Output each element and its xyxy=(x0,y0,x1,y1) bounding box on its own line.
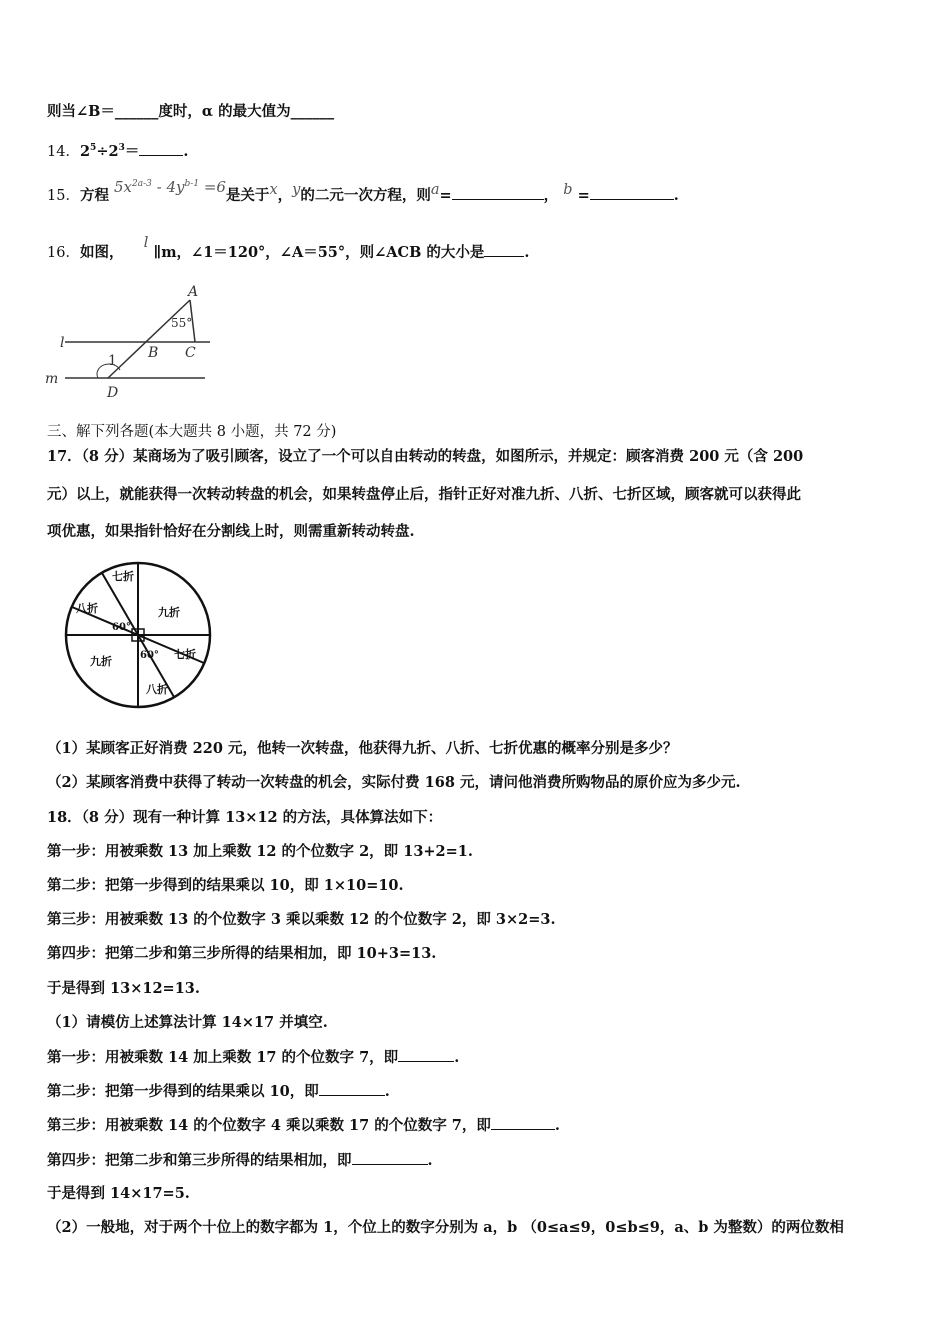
q18-blank-4[interactable] xyxy=(352,1150,428,1165)
q17-sub-1: （1）某顾客正好消费 220 元，他转一次转盘，他获得九折、八折、七折优惠的概率分别是多少？ xyxy=(47,740,678,757)
q18-fill-1-text: 第一步：用被乘数 14 加上乘数 17 的个位数字 7，即 xyxy=(47,1049,399,1066)
label-b: B xyxy=(148,345,159,361)
q15-var-a: a xyxy=(430,182,440,198)
q14 xyxy=(47,138,188,162)
section-3-title: 三、解下列各题(本大题共 8 小题，共 72 分) xyxy=(47,424,337,440)
q16-text1: 如图， xyxy=(79,244,124,261)
q16-text2: ∥m，∠1＝120°，∠A＝55°，则∠ACB 的大小是 xyxy=(153,244,485,261)
q14-op: ÷2 xyxy=(96,142,119,160)
q15-sep: ， xyxy=(543,187,559,204)
sector-bottom-label: 八折 xyxy=(146,683,168,696)
figure-parallel-lines xyxy=(40,280,220,402)
q18-fill-4 xyxy=(47,1150,433,1171)
q15-number: 15． xyxy=(47,188,80,204)
q14-blank[interactable] xyxy=(139,141,183,156)
q18-fill-4-dot: . xyxy=(427,1152,433,1169)
q18-blank-2[interactable] xyxy=(319,1081,385,1096)
angle-upper-label: 60° xyxy=(112,622,131,633)
sector-right-label: 九折 xyxy=(158,606,180,619)
sector-top-label: 七折 xyxy=(112,570,134,583)
q18-fill-2-dot: . xyxy=(384,1083,390,1100)
label-angle-a: 55° xyxy=(171,316,193,330)
q16-var-l: l xyxy=(143,233,149,251)
q18-fill-3-dot: . xyxy=(554,1117,560,1134)
q18-blank-1[interactable] xyxy=(398,1047,454,1062)
sector-left-label: 八折 xyxy=(76,602,98,615)
q15 xyxy=(47,178,679,206)
q14-end: . xyxy=(183,142,189,160)
q15-var-x: x xyxy=(269,182,278,198)
q15-end: . xyxy=(673,187,679,204)
q15-blank-a[interactable] xyxy=(452,185,544,200)
q15-equation: $5x^{2a-3} - 4y^{b-1} =6$ xyxy=(114,178,226,196)
q16-number: 16． xyxy=(47,245,80,261)
q18-fill-3-text: 第三步：用被乘数 14 的个位数字 4 乘以乘数 17 的个位数字 7，即 xyxy=(47,1117,491,1134)
label-1: 1 xyxy=(108,353,117,369)
q18-result: 于是得到 13×12=13. xyxy=(47,980,200,997)
q15-var-b: b xyxy=(563,182,573,198)
q15-blank-b[interactable] xyxy=(590,185,674,200)
q18-result-2: 于是得到 14×17=5. xyxy=(47,1185,190,1202)
q14-number: 14． xyxy=(47,143,80,160)
q18-fill-1 xyxy=(47,1047,459,1068)
label-d: D xyxy=(107,385,119,401)
q18-fill-3 xyxy=(47,1115,560,1136)
q14-base: 2 xyxy=(79,142,91,160)
q18-step-3: 第三步：用被乘数 13 的个位数字 3 乘以乘数 12 的个位数字 2，即 3×2=3. xyxy=(47,911,556,928)
q17-sub-2: （2）某顾客消费中获得了转动一次转盘的机会，实际付费 168 元，请问他消费所购物品的原价应为多少元. xyxy=(47,774,741,791)
angle-lower-label: 60° xyxy=(140,650,159,661)
q18-step-4: 第四步：把第二步和第三步所得的结果相加，即 10+3=13. xyxy=(47,945,437,962)
label-a: A xyxy=(188,284,199,300)
q15-label: 方程 xyxy=(79,187,109,204)
q17-line-1: 17．（8 分）某商场为了吸引顾客，设立了一个可以自由转动的转盘，如图所示，并规定：顾客消费 200 元（含 200 xyxy=(47,448,804,465)
q18-fill-4-text: 第四步：把第二步和第三步所得的结果相加，即 xyxy=(47,1152,352,1169)
q18-fill-1-dot: . xyxy=(454,1049,460,1066)
q18-line-1: 18．（8 分）现有一种计算 13×12 的方法，具体算法如下： xyxy=(47,809,443,826)
q18-part-1: （1）请模仿上述算法计算 14×17 并填空. xyxy=(47,1014,328,1031)
q18-fill-2-text: 第二步：把第一步得到的结果乘以 10，即 xyxy=(47,1083,319,1100)
q16-blank[interactable] xyxy=(484,242,524,257)
sector-lower-right-label: 七折 xyxy=(174,648,196,661)
q15-text2: 的二元一次方程，则 xyxy=(300,187,431,204)
q17-line-2: 元）以上，就能获得一次转动转盘的机会，如果转盘停止后，指针正好对准九折、八折、七折区域，顾客就可以获得此 xyxy=(47,486,801,503)
q18-step-2: 第二步：把第一步得到的结果乘以 10，即 1×10=10. xyxy=(47,877,404,894)
q18-part-2: （2）一般地，对于两个十位上的数字都为 1，个位上的数字分别为 a，b （0≤a≤9，0≤b≤9，a、b 为整数）的两位数相 xyxy=(47,1219,844,1236)
q18-step-1: 第一步：用被乘数 13 加上乘数 12 的个位数字 2，即 13+2=1. xyxy=(47,843,473,860)
q16 xyxy=(47,233,530,263)
sector-lower-left-label: 九折 xyxy=(90,655,112,668)
q17-line-3: 项优惠，如果指针恰好在分割线上时，则需重新转动转盘. xyxy=(47,523,415,540)
q14-exp2: 3 xyxy=(118,143,125,153)
transversal-ad xyxy=(108,300,193,378)
q16-end: . xyxy=(524,244,530,261)
q15-var-y: y xyxy=(292,182,301,198)
label-m: m xyxy=(45,371,59,387)
q15-eq-b: = xyxy=(577,187,590,204)
q18-blank-3[interactable] xyxy=(491,1115,555,1130)
label-l: l xyxy=(60,335,65,351)
q14-exp1: 5 xyxy=(90,143,97,153)
q15-text1: 是关于 xyxy=(225,187,270,204)
q14-eq: ＝ xyxy=(124,142,140,160)
q15-eq-a: = xyxy=(439,187,452,204)
q15-comma: ， xyxy=(277,187,293,204)
q18-fill-2 xyxy=(47,1081,390,1102)
spinner-wheel xyxy=(62,558,217,716)
q13-tail: 则当∠B＝______度时，α 的最大值为______ xyxy=(47,103,335,120)
label-c: C xyxy=(185,345,196,361)
